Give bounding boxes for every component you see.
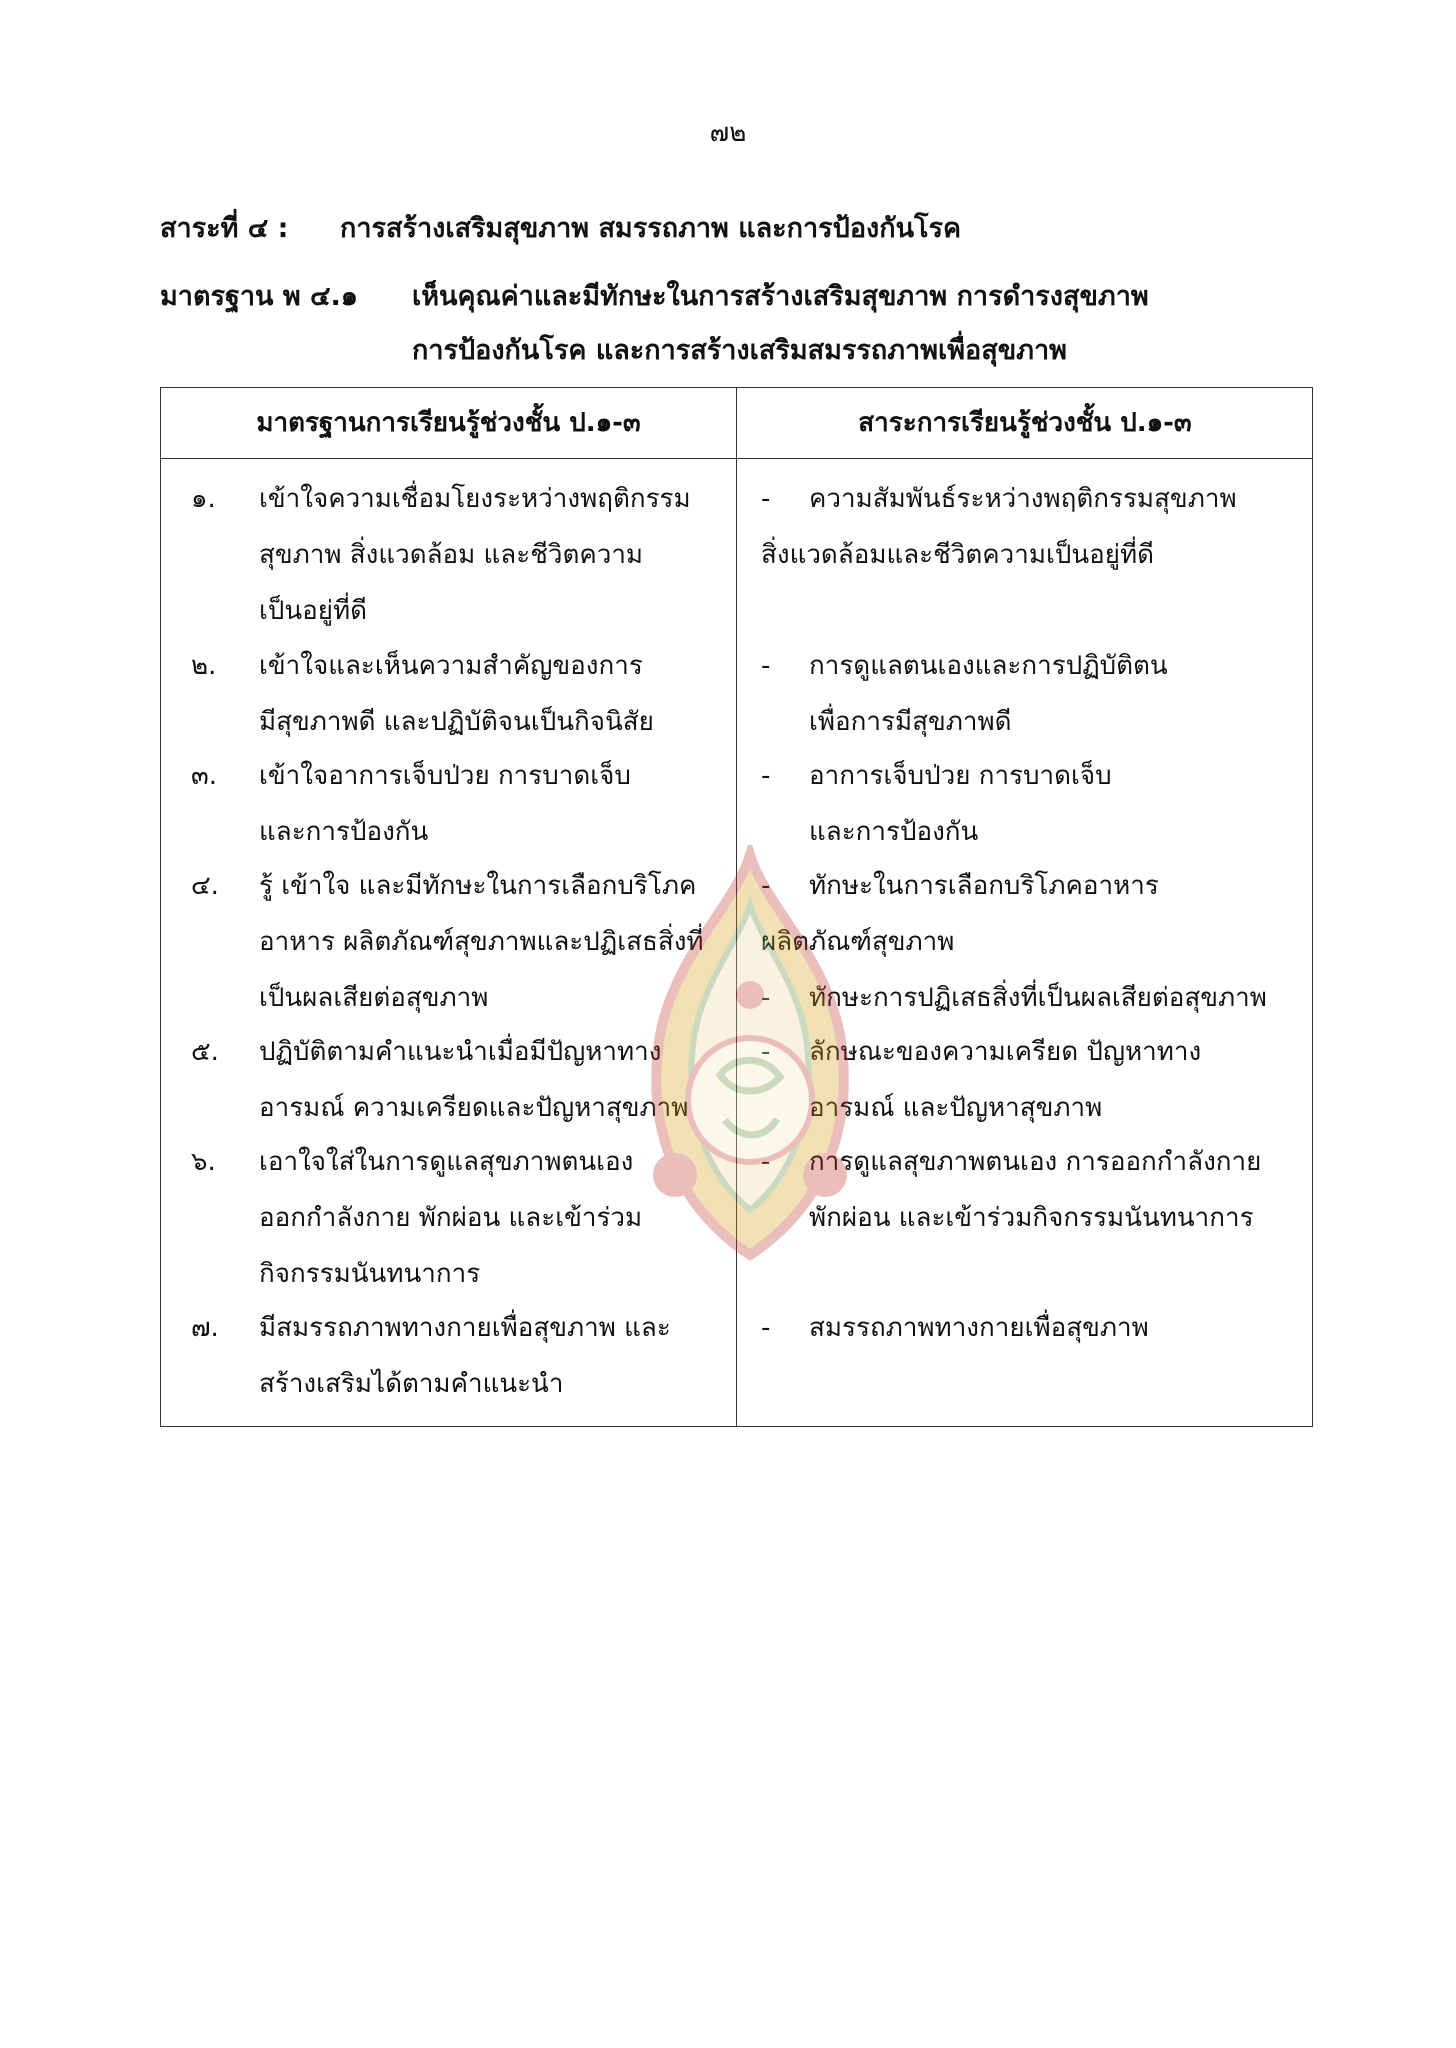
item-line: และการป้องกัน: [259, 817, 429, 847]
topic-line: พักผ่อน และเข้าร่วมกิจกรรมนันทนาการ: [809, 1203, 1254, 1233]
item-line: เอาใจใส่ในการดูแลสุขภาพตนเอง: [259, 1147, 634, 1177]
header-divider: [161, 458, 1312, 459]
topic-line: ผลิตภัณฑ์สุขภาพ: [761, 927, 955, 957]
topic-dash: -: [761, 761, 771, 791]
topic-line: เพื่อการมีสุขภาพดี: [809, 707, 1012, 737]
standard-label: มาตรฐาน พ ๔.๑: [160, 281, 358, 312]
topic-line: ทักษะในการเลือกบริโภคอาหาร: [809, 871, 1159, 901]
topic-line: ความสัมพันธ์ระหว่างพฤติกรรมสุขภาพ: [809, 484, 1237, 514]
topic-line: อาการเจ็บป่วย การบาดเจ็บ: [809, 761, 1112, 791]
topic-dash: -: [761, 871, 771, 901]
item-number: ๔.: [191, 871, 219, 901]
item-number: ๓.: [191, 761, 218, 791]
item-line: เข้าใจอาการเจ็บป่วย การบาดเจ็บ: [259, 761, 631, 791]
topic-dash: -: [761, 484, 771, 514]
item-line: อาหาร ผลิตภัณฑ์สุขภาพและปฏิเสธสิ่งที่: [259, 927, 704, 957]
topic-dash: -: [761, 1147, 771, 1177]
item-line: มีสุขภาพดี และปฏิบัติจนเป็นกิจนิสัย: [259, 707, 654, 737]
page-number: ๗๒: [709, 118, 747, 148]
strand-label: สาระที่ ๔ :: [160, 213, 289, 244]
item-line: เข้าใจและเห็นความสำคัญของการ: [259, 651, 643, 681]
item-line: เป็นอยู่ที่ดี: [259, 596, 368, 626]
item-number: ๑.: [191, 484, 216, 514]
topic-dash: -: [761, 1313, 771, 1343]
item-number: ๗.: [191, 1313, 219, 1343]
strand-heading: [160, 206, 961, 249]
item-line: กิจกรรมนันทนาการ: [259, 1259, 481, 1289]
topic-line: สิ่งแวดล้อมและชีวิตความเป็นอยู่ที่ดี: [761, 540, 1155, 570]
item-line: มีสมรรถภาพทางกายเพื่อสุขภาพ และ: [259, 1313, 671, 1343]
topic-line: ทักษะการปฏิเสธสิ่งที่เป็นผลเสียต่อสุขภาพ: [809, 983, 1267, 1013]
topic-dash: -: [761, 1037, 771, 1067]
standard-text-line-2: การป้องกันโรค และการสร้างเสริมสมรรถภาพเพื่อสุขภาพ: [412, 335, 1067, 366]
item-line: สร้างเสริมได้ตามคำแนะนำ: [259, 1369, 564, 1399]
topic-line: สมรรถภาพทางกายเพื่อสุขภาพ: [809, 1313, 1149, 1343]
item-number: ๕.: [191, 1037, 219, 1067]
item-line: รู้ เข้าใจ และมีทักษะในการเลือกบริโภค: [259, 871, 697, 901]
standard-text-line-1: เห็นคุณค่าและมีทักษะในการสร้างเสริมสุขภาพ การดำรงสุขภาพ: [412, 281, 1149, 312]
item-line: ออกกำลังกาย พักผ่อน และเข้าร่วม: [259, 1203, 643, 1233]
topic-line: การดูแลตนเองและการปฏิบัติตน: [809, 651, 1168, 681]
column-divider: [736, 388, 737, 1426]
item-number: ๖.: [191, 1147, 216, 1177]
strand-title: การสร้างเสริมสุขภาพ สมรรถภาพ และการป้องกันโรค: [340, 213, 962, 244]
topic-line: การดูแลสุขภาพตนเอง การออกกำลังกาย: [809, 1147, 1262, 1177]
item-line: อารมณ์ ความเครียดและปัญหาสุขภาพ: [259, 1093, 689, 1123]
item-line: เข้าใจความเชื่อมโยงระหว่างพฤติกรรม: [259, 484, 691, 514]
curriculum-table: [160, 387, 1313, 1427]
topic-line: และการป้องกัน: [809, 817, 979, 847]
header-learning-standards: มาตรฐานการเรียนรู้ช่วงชั้น ป.๑-๓: [256, 408, 641, 438]
topic-line: ลักษณะของความเครียด ปัญหาทาง: [809, 1037, 1202, 1067]
header-learning-content: สาระการเรียนรู้ช่วงชั้น ป.๑-๓: [858, 408, 1192, 438]
topic-dash: -: [761, 983, 771, 1013]
item-number: ๒.: [191, 651, 217, 681]
topic-line: อารมณ์ และปัญหาสุขภาพ: [809, 1093, 1103, 1123]
item-line: สุขภาพ สิ่งแวดล้อม และชีวิตความ: [259, 540, 644, 570]
item-line: เป็นผลเสียต่อสุขภาพ: [259, 983, 489, 1013]
item-line: ปฏิบัติตามคำแนะนำเมื่อมีปัญหาทาง: [259, 1037, 662, 1067]
topic-dash: -: [761, 651, 771, 681]
